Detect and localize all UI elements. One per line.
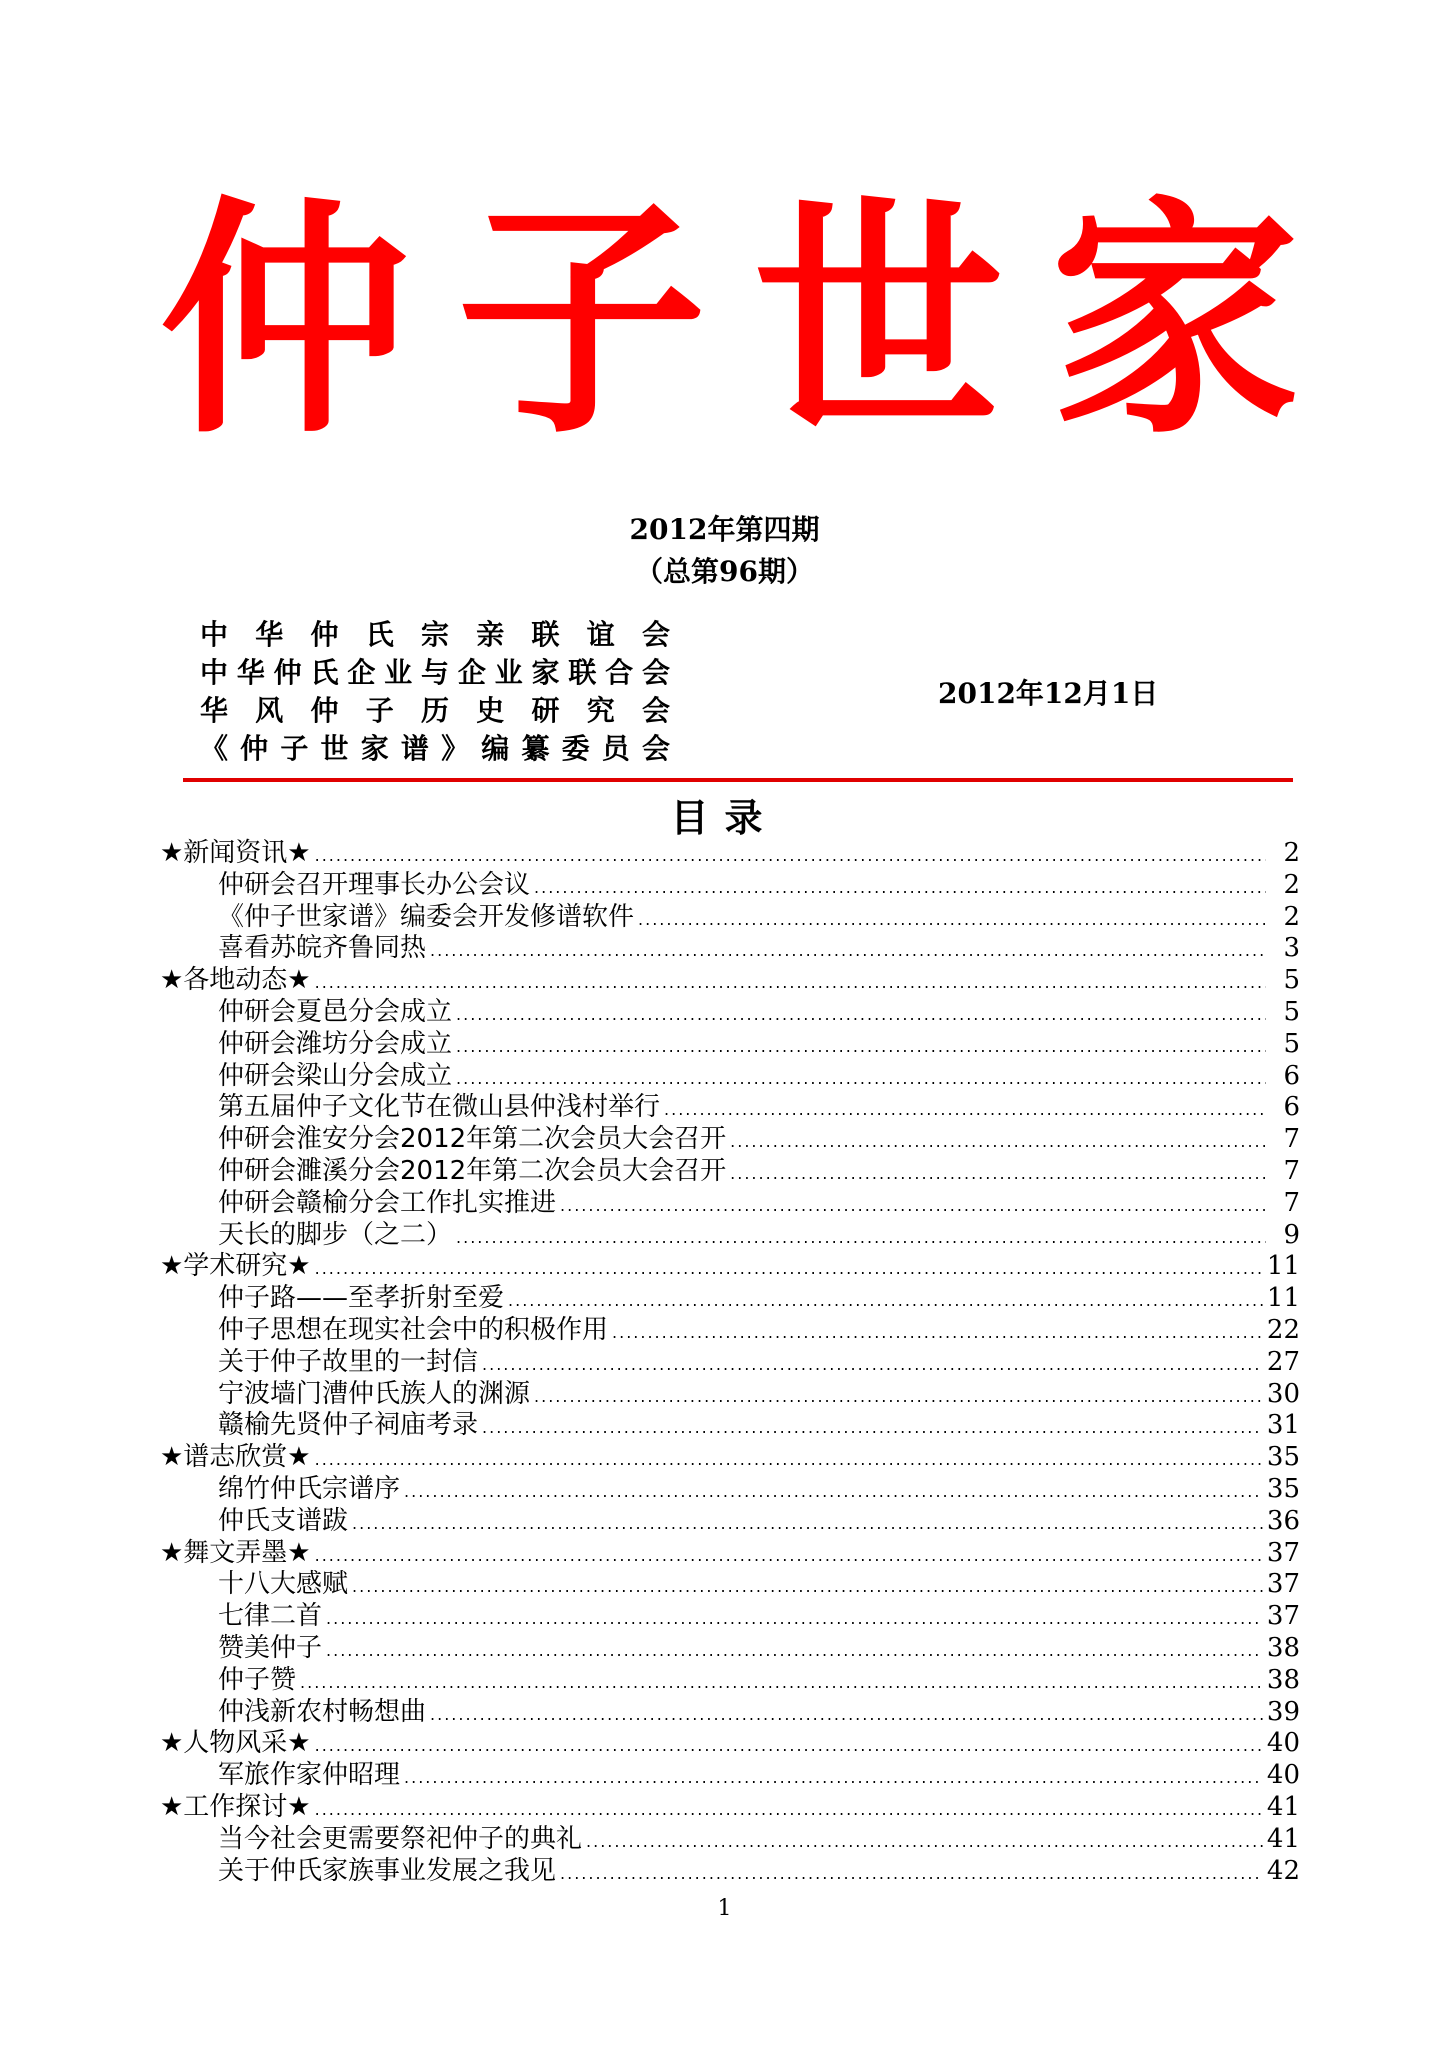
dot-leader	[560, 1190, 1266, 1222]
dot-leader	[730, 1126, 1266, 1158]
dot-leader	[352, 1508, 1263, 1540]
masthead-char-1: 仲	[160, 173, 410, 467]
toc-title: 目录	[670, 796, 779, 840]
toc-section-row	[160, 1728, 1300, 1760]
toc-section-label: ★谱志欣赏★	[160, 1442, 311, 1473]
toc-page-number: 6	[1283, 1092, 1300, 1123]
toc-item-row	[160, 1220, 1300, 1252]
dot-leader	[430, 1699, 1263, 1731]
dot-leader	[482, 1349, 1263, 1381]
toc-page-number: 40	[1266, 1760, 1300, 1791]
toc-item-row	[160, 1856, 1300, 1888]
toc-item-row	[160, 1347, 1300, 1379]
toc-section-row	[160, 1251, 1300, 1283]
toc-item-row	[160, 1379, 1300, 1411]
toc-item-label: 仲研会潍坊分会成立	[218, 1028, 453, 1059]
dot-leader	[315, 1444, 1263, 1476]
dot-leader	[315, 1253, 1263, 1285]
toc-item-label: 宁波墙门漕仲氏族人的渊源	[218, 1378, 531, 1409]
dot-leader	[534, 872, 1266, 904]
toc-item-row	[160, 1410, 1300, 1442]
dot-leader	[352, 1571, 1263, 1603]
toc-page-number: 2	[1283, 901, 1300, 932]
page-number: 1	[717, 1896, 732, 1921]
toc-item-label: 天长的脚步（之二）	[218, 1219, 453, 1250]
organization-list	[200, 616, 670, 768]
toc-section-row	[160, 838, 1300, 870]
toc-page-number: 5	[1283, 1028, 1300, 1059]
toc-page-number: 22	[1266, 1314, 1300, 1345]
toc-page-number: 7	[1283, 1187, 1300, 1218]
toc-page-number: 35	[1266, 1442, 1300, 1473]
toc-item-label: 关于仲氏家族事业发展之我见	[218, 1855, 557, 1886]
dot-leader	[730, 1158, 1266, 1190]
toc-item-label: 仲研会濉溪分会2012年第二次会员大会召开	[218, 1155, 727, 1186]
dot-leader	[456, 1222, 1266, 1254]
toc-item-row	[160, 1156, 1300, 1188]
dot-leader	[508, 1285, 1263, 1317]
toc-item-label: 赣榆先贤仲子祠庙考录	[218, 1410, 479, 1441]
table-of-contents	[160, 838, 1300, 1887]
dot-leader	[560, 1858, 1263, 1890]
toc-item-row	[160, 1092, 1300, 1124]
toc-page-number: 37	[1266, 1569, 1300, 1600]
toc-page-number: 37	[1266, 1601, 1300, 1632]
toc-item-row	[160, 1029, 1300, 1061]
toc-section-label: ★新闻资讯★	[160, 838, 311, 868]
toc-item-label: 仲子路——至孝折射至爱	[218, 1283, 505, 1314]
dot-leader	[315, 1794, 1263, 1826]
dot-leader	[482, 1412, 1263, 1444]
toc-item-row	[160, 1569, 1300, 1601]
dot-leader	[315, 840, 1266, 872]
toc-page-number: 41	[1266, 1823, 1300, 1854]
red-divider	[183, 778, 1293, 782]
toc-page-number: 5	[1283, 965, 1300, 996]
toc-item-row	[160, 1633, 1300, 1665]
toc-page-number: 40	[1266, 1728, 1300, 1759]
dot-leader	[664, 1094, 1266, 1126]
toc-item-row	[160, 1760, 1300, 1792]
toc-page-number: 6	[1283, 1060, 1300, 1091]
dot-leader	[586, 1826, 1263, 1858]
toc-page-number: 39	[1266, 1696, 1300, 1727]
toc-item-row	[160, 1665, 1300, 1697]
toc-page-number: 7	[1283, 1124, 1300, 1155]
toc-item-label: 《仲子世家谱》编委会开发修谱软件	[218, 901, 635, 932]
toc-item-row	[160, 1601, 1300, 1633]
toc-item-row	[160, 997, 1300, 1029]
toc-item-label: 关于仲子故里的一封信	[218, 1346, 479, 1377]
dot-leader	[404, 1476, 1263, 1508]
toc-item-label: 仲子思想在现实社会中的积极作用	[218, 1314, 609, 1345]
toc-item-row	[160, 1506, 1300, 1538]
toc-item-label: 十八大感赋	[218, 1569, 349, 1600]
toc-item-label: 仲子赞	[218, 1664, 297, 1695]
toc-item-label: 仲氏支谱跋	[218, 1505, 349, 1536]
toc-page-number: 11	[1266, 1251, 1300, 1282]
toc-item-row	[160, 1283, 1300, 1315]
toc-page-number: 7	[1283, 1155, 1300, 1186]
toc-page-number: 27	[1266, 1346, 1300, 1377]
toc-page-number: 9	[1283, 1219, 1300, 1250]
toc-section-row	[160, 965, 1300, 997]
toc-item-label: 仲研会梁山分会成立	[218, 1060, 453, 1091]
organization-name: 中华仲氏企业与企业家联合会	[200, 656, 670, 689]
toc-item-row	[160, 1697, 1300, 1729]
toc-item-label: 仲研会淮安分会2012年第二次会员大会召开	[218, 1124, 727, 1155]
toc-section-row	[160, 1792, 1300, 1824]
toc-section-label: ★人物风采★	[160, 1728, 311, 1759]
dot-leader	[315, 967, 1266, 999]
toc-item-row	[160, 933, 1300, 965]
toc-section-row	[160, 1442, 1300, 1474]
toc-item-label: 军旅作家仲昭理	[218, 1760, 401, 1791]
toc-item-label: 第五届仲子文化节在微山县仲浅村举行	[218, 1092, 661, 1123]
toc-item-label: 喜看苏皖齐鲁同热	[218, 933, 427, 964]
issue-number: 2012年第四期	[629, 513, 820, 546]
toc-item-row	[160, 1124, 1300, 1156]
dot-leader	[404, 1762, 1263, 1794]
dot-leader	[430, 935, 1266, 967]
toc-item-row	[160, 1824, 1300, 1856]
toc-section-row	[160, 1538, 1300, 1570]
masthead-char-3: 世	[753, 173, 1004, 467]
toc-page-number: 36	[1266, 1505, 1300, 1536]
masthead-char-2: 子	[456, 173, 707, 467]
dot-leader	[326, 1635, 1263, 1667]
toc-page-number: 3	[1283, 933, 1300, 964]
toc-item-row	[160, 1315, 1300, 1347]
toc-page-number: 5	[1283, 996, 1300, 1027]
toc-section-label: ★舞文弄墨★	[160, 1537, 311, 1568]
toc-item-label: 七律二首	[218, 1601, 323, 1632]
toc-item-label: 绵竹仲氏宗谱序	[218, 1473, 401, 1504]
toc-item-label: 当今社会更需要祭祀仲子的典礼	[218, 1823, 583, 1854]
toc-item-label: 仲浅新农村畅想曲	[218, 1696, 427, 1727]
masthead-title	[150, 175, 1310, 465]
toc-page-number: 35	[1266, 1473, 1300, 1504]
toc-item-label: 赞美仲子	[218, 1632, 323, 1663]
toc-page-number: 31	[1266, 1410, 1300, 1441]
toc-page-number: 37	[1266, 1537, 1300, 1568]
toc-item-row	[160, 1474, 1300, 1506]
toc-item-row	[160, 902, 1300, 934]
dot-leader	[456, 1063, 1266, 1095]
toc-page-number: 30	[1266, 1378, 1300, 1409]
toc-item-label: 仲研会赣榆分会工作扎实推进	[218, 1187, 557, 1218]
toc-item-row	[160, 1061, 1300, 1093]
dot-leader	[315, 1730, 1263, 1762]
toc-page-number: 2	[1283, 869, 1300, 900]
toc-page-number: 42	[1266, 1855, 1300, 1886]
dot-leader	[456, 1031, 1266, 1063]
dot-leader	[638, 904, 1266, 936]
toc-page-number: 11	[1266, 1283, 1300, 1314]
toc-section-label: ★各地动态★	[160, 965, 311, 996]
dot-leader	[326, 1603, 1263, 1635]
toc-section-label: ★工作探讨★	[160, 1791, 311, 1822]
dot-leader	[456, 999, 1266, 1031]
toc-item-label: 仲研会夏邑分会成立	[218, 996, 453, 1027]
organization-name: 华风仲子历史研究会	[200, 694, 670, 727]
toc-page-number: 41	[1266, 1791, 1300, 1822]
toc-item-row	[160, 1188, 1300, 1220]
toc-page-number: 38	[1266, 1632, 1300, 1663]
organization-name: 中华仲氏宗亲联谊会	[200, 618, 670, 651]
toc-item-row	[160, 870, 1300, 902]
dot-leader	[612, 1317, 1263, 1349]
publication-date: 2012年12月1日	[938, 677, 1159, 710]
organization-name: 《仲子世家谱》编纂委员会	[200, 732, 670, 765]
dot-leader	[315, 1540, 1263, 1572]
toc-page-number: 38	[1266, 1664, 1300, 1695]
dot-leader	[300, 1667, 1263, 1699]
toc-section-label: ★学术研究★	[160, 1251, 311, 1282]
toc-page-number: 2	[1283, 838, 1300, 868]
dot-leader	[534, 1381, 1263, 1413]
masthead-char-4: 家	[1049, 173, 1300, 467]
toc-item-label: 仲研会召开理事长办公会议	[218, 869, 531, 900]
issue-total-number: （总第96期）	[635, 555, 814, 588]
